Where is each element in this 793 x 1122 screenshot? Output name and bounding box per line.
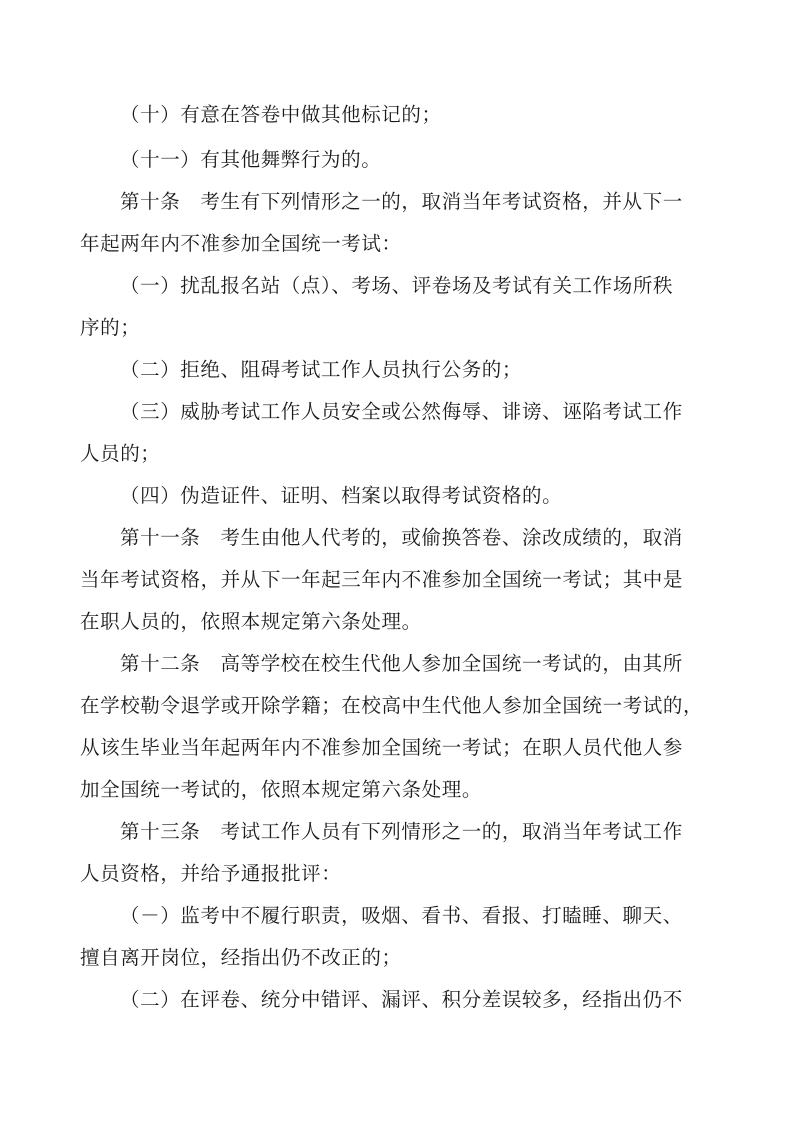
text-line: 人员的；: [80, 442, 161, 465]
text-line: 从该生毕业当年起两年内不准参加全国统一考试；在职人员代他人参: [80, 736, 684, 759]
text-line: （－）监考中不履行职责，吸烟、看书、看报、打瞌睡、聊天、: [120, 904, 683, 927]
text-line: （四）伪造证件、证明、档案以取得考试资格的。: [120, 484, 563, 507]
text-line: （二）在评卷、统分中错评、漏评、积分差误较多，经指出仍不: [120, 988, 683, 1011]
text-line: 擅自离开岗位，经指出仍不改正的；: [80, 946, 402, 969]
text-line: 第十一条 考生由他人代考的，或偷换答卷、涂改成绩的，取消: [120, 526, 683, 549]
text-line: 在学校勒令退学或开除学籍；在校高中生代他人参加全国统一考试的，: [80, 694, 704, 717]
text-line: 第十条 考生有下列情形之一的，取消当年考试资格，并从下一: [120, 190, 683, 213]
text-line: 加全国统一考试的，依照本规定第六条处理。: [80, 778, 483, 801]
text-line: （一）扰乱报名站（点）、考场、评卷场及考试有关工作场所秩: [120, 274, 674, 297]
text-line: 在职人员的，依照本规定第六条处理。: [80, 610, 422, 633]
text-line: （二）拒绝、阻碍考试工作人员执行公务的；: [120, 358, 523, 381]
text-line: （十）有意在答卷中做其他标记的；: [120, 103, 442, 126]
text-line: 第十三条 考试工作人员有下列情形之一的，取消当年考试工作: [120, 820, 683, 843]
text-line: （十一）有其他舞弊行为的。: [120, 148, 382, 171]
text-line: 当年考试资格，并从下一年起三年内不准参加全国统一考试；其中是: [80, 568, 684, 591]
text-line: 年起两年内不准参加全国统一考试：: [80, 232, 402, 255]
text-line: 第十二条 高等学校在校生代他人参加全国统一考试的，由其所: [120, 652, 683, 675]
text-line: （三）威胁考试工作人员安全或公然侮辱、诽谤、诬陷考试工作: [120, 400, 683, 423]
text-line: 序的；: [80, 316, 141, 339]
text-line: 人员资格，并给予通报批评：: [80, 862, 342, 885]
